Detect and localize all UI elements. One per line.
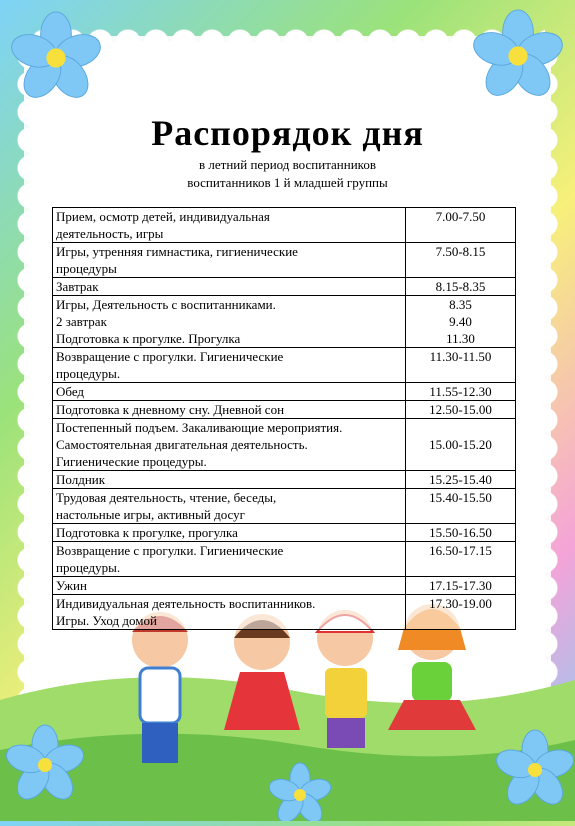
table-row [53,401,516,419]
time-text: 11.55-12.30 [429,384,492,399]
table-row [53,542,516,577]
time-text: 15.40-15.50 [429,490,492,505]
table-row [53,296,516,348]
time-text: 9.40 [449,314,472,329]
activity-cell [53,542,406,577]
activity-text: Игры. Уход домой [56,613,157,628]
activity-text: Ужин [56,578,87,593]
time-text: 15.00-15.20 [429,437,492,452]
activity-text: настольные игры, активный досуг [56,507,245,522]
activity-text: Гигиенические процедуры. [56,454,207,469]
table-row [53,577,516,595]
table-row [53,383,516,401]
subtitle-line-1: в летний период воспитанников [199,157,376,172]
table-row [53,471,516,489]
activity-text: Постепенный подъем. Закаливающие мероприятия. [56,420,343,435]
table-row [53,348,516,383]
time-text: 16.50-17.15 [429,543,492,558]
activity-text: Индивидуальная деятельность воспитанников. [56,596,316,611]
time-cell [406,383,516,401]
activity-cell [53,471,406,489]
time-cell [406,419,516,471]
activity-text: 2 завтрак [56,314,107,329]
time-text: 7.00-7.50 [435,209,486,224]
activity-cell [53,208,406,243]
activity-text: Возвращение с прогулки. Гигиенические [56,543,284,558]
activity-text: деятельность, игры [56,226,164,241]
activity-text: Подготовка к дневному сну. Дневной сон [56,402,285,417]
activity-cell [53,383,406,401]
activity-cell [53,595,406,630]
activity-cell [53,524,406,542]
table-row [53,278,516,296]
activity-cell [53,243,406,278]
schedule-table [52,207,516,630]
activity-text: Полдник [56,472,106,487]
time-cell [406,296,516,348]
table-row [53,208,516,243]
time-cell [406,489,516,524]
time-text: 7.50-8.15 [435,244,486,259]
activity-text: Самостоятельная двигательная деятельность. [56,437,308,452]
table-row [53,243,516,278]
time-cell [406,524,516,542]
child-figure-2 [224,614,300,730]
activity-text: Подготовка к прогулке. Прогулка [56,331,241,346]
time-text: 8.35 [449,297,472,312]
time-cell [406,348,516,383]
table-row [53,419,516,471]
time-text: 8.15-8.35 [435,279,486,294]
activity-cell [53,419,406,471]
activity-text: Обед [56,384,85,399]
page-title: Распорядок дня [151,113,424,153]
time-cell [406,471,516,489]
time-cell [406,278,516,296]
time-cell [406,401,516,419]
activity-text: процедуры [56,261,117,276]
activity-text: Игры, Деятельность с воспитанниками. [56,297,276,312]
time-text: 17.15-17.30 [429,578,492,593]
activity-text: Трудовая деятельность, чтение, беседы, [56,490,277,505]
table-row [53,489,516,524]
flower-icon [470,8,566,104]
time-cell [406,542,516,577]
activity-cell [53,296,406,348]
activity-text: Возвращение с прогулки. Гигиенические [56,349,284,364]
flower-icon [8,10,104,106]
time-text: 15.50-16.50 [429,525,492,540]
table-row [53,524,516,542]
time-cell [406,595,516,630]
table-row [53,595,516,630]
activity-cell [53,401,406,419]
scallop-border-top [30,28,545,56]
activity-text: Игры, утренняя гимнастика, гигиенические [56,244,298,259]
activity-cell [53,278,406,296]
activity-text: процедуры. [56,366,121,381]
time-cell [406,243,516,278]
time-text: 15.25-15.40 [429,472,492,487]
time-cell [406,208,516,243]
subtitle-line-2: воспитанников 1 й младшей группы [187,175,388,190]
time-cell [406,577,516,595]
time-text: 12.50-15.00 [429,402,492,417]
activity-cell [53,348,406,383]
activity-text: Прием, осмотр детей, индивидуальная [56,209,270,224]
time-text: 11.30-11.50 [429,349,492,364]
activity-text: Подготовка к прогулке, прогулка [56,525,238,540]
time-text: 17.30-19.00 [429,596,492,611]
activity-text: процедуры. [56,560,121,575]
activity-cell [53,577,406,595]
time-text: 11.30 [446,331,475,346]
activity-text: Завтрак [56,279,99,294]
activity-cell [53,489,406,524]
